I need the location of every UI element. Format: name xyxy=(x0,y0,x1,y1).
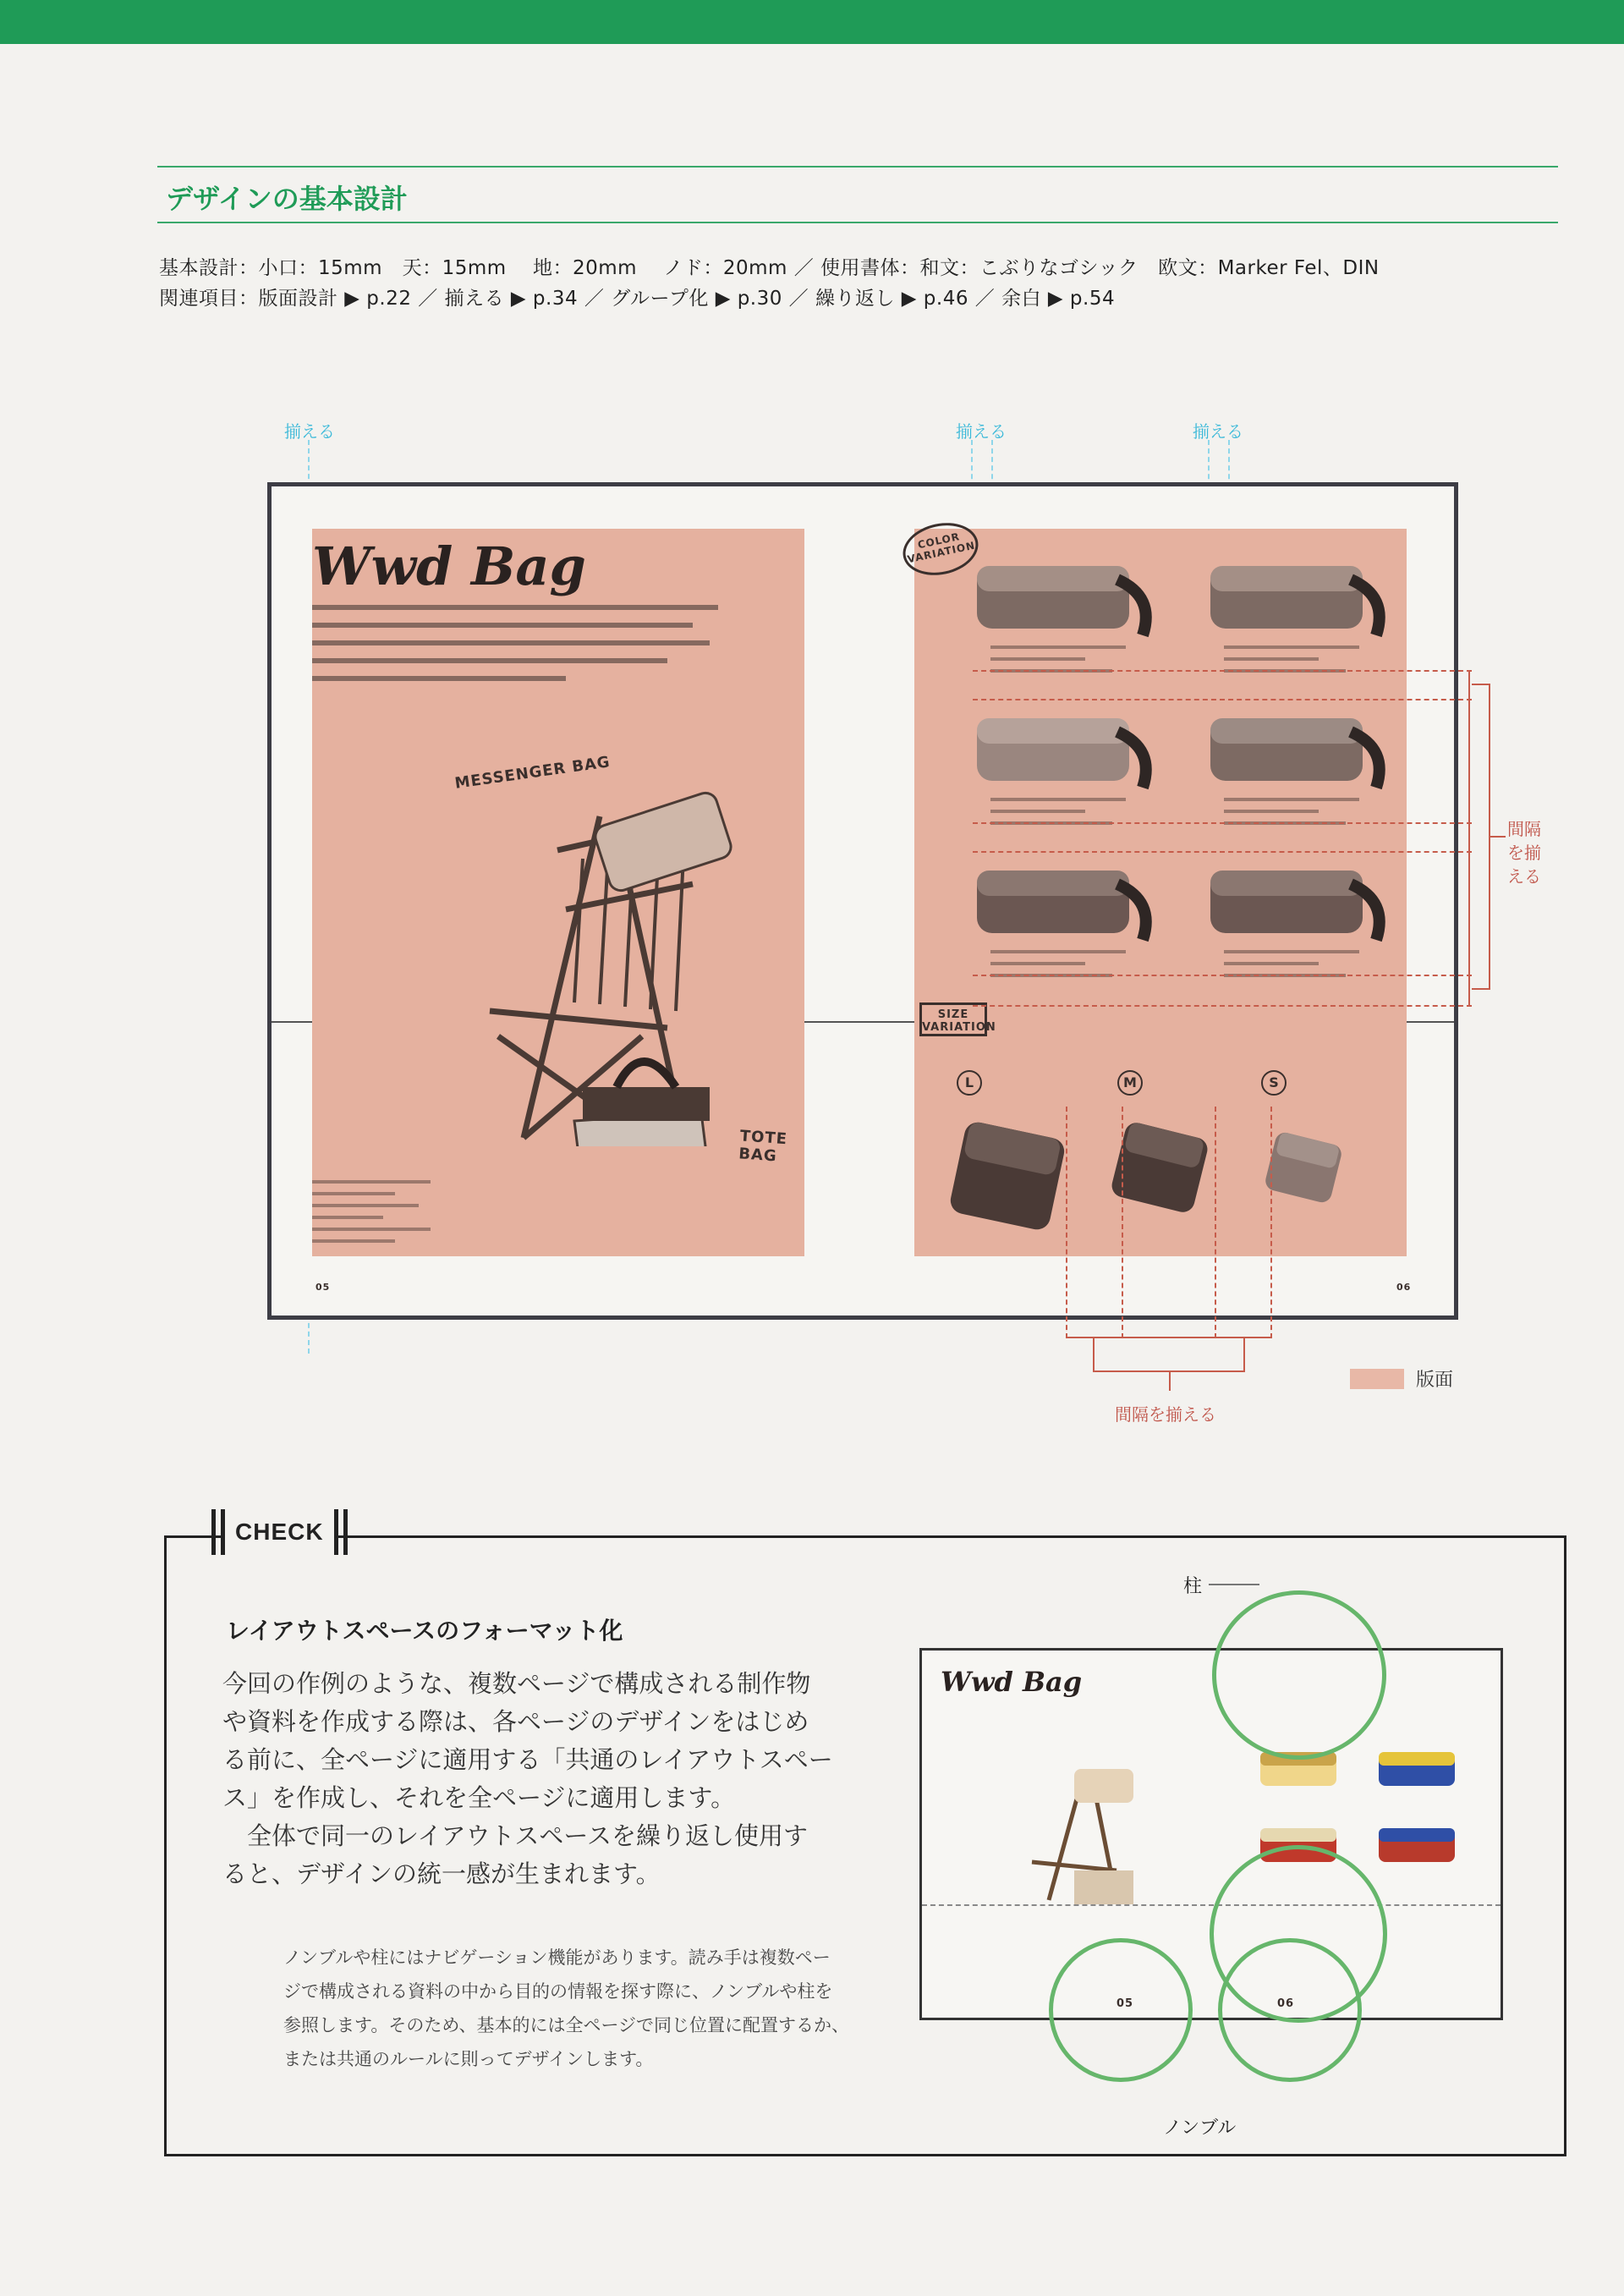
check-box xyxy=(164,1519,1566,2156)
callout-line xyxy=(1209,1584,1259,1585)
check-label: CHECK xyxy=(221,1509,338,1555)
check-body-line: 全体で同一のレイアウトスペースを繰り返し使用す xyxy=(222,1821,808,1850)
check-note-line: 参照します。そのため、基本的には全ページで同じ位置に配置するか、 xyxy=(283,2015,850,2035)
bag-photo xyxy=(974,554,1160,642)
bag-photo xyxy=(974,859,1160,947)
align-label-mid: 揃える xyxy=(956,421,1007,442)
bag-size-s xyxy=(1261,1121,1354,1217)
page-number-left: 05 xyxy=(315,1282,331,1293)
tote-bag-tag: TOTE BAG xyxy=(738,1127,788,1166)
spacing-guide xyxy=(973,699,1472,700)
mini-page-number-right: 06 xyxy=(1277,1997,1295,2010)
page-title: Wwd Bag xyxy=(312,536,586,597)
caption-lines xyxy=(990,645,1126,681)
legend-label: 版面 xyxy=(1416,1370,1454,1391)
size-dot-m: M xyxy=(1117,1070,1143,1096)
caption-lines xyxy=(1224,798,1359,833)
size-dot-l: L xyxy=(957,1070,982,1096)
bracket-tick xyxy=(1490,836,1506,838)
check-note-line: または共通のルールに則ってデザインします。 xyxy=(283,2049,654,2069)
color-variation-tag: COLOR VARIATION xyxy=(898,516,984,581)
caption-lines xyxy=(990,798,1126,833)
size-variation-tag: SIZE VARIATION xyxy=(919,1002,987,1036)
spacing-guide xyxy=(973,670,1472,672)
callout-circle-folio-right xyxy=(1218,1938,1362,2082)
spacing-guide xyxy=(1122,1107,1123,1338)
spacing-bracket xyxy=(1472,684,1490,990)
spacing-bracket xyxy=(1093,1338,1245,1372)
spacing-guide xyxy=(1270,1107,1272,1338)
folio-label: ノンブル xyxy=(1163,2117,1237,2139)
mini-spread xyxy=(919,1648,1503,2020)
messenger-bag-tag: MESSENGER BAG xyxy=(453,753,612,793)
spacing-guide xyxy=(1215,1107,1216,1338)
spacing-guide xyxy=(973,822,1472,824)
spacing-guide xyxy=(973,1005,1472,1007)
running-head-label: 柱 xyxy=(1183,1576,1203,1597)
type-area-right xyxy=(906,529,1407,1256)
mini-page-number-left: 05 xyxy=(1116,1997,1134,2010)
section-title-rule xyxy=(157,166,1558,223)
mini-chair xyxy=(1023,1760,1142,1904)
check-body-line: る前に、全ページに適用する「共通のレイアウトスペー xyxy=(222,1745,833,1774)
related-items: 関連項目：版面設計 ▶ p.22 ／ 揃える ▶ p.34 ／ グループ化 ▶ p.30 ／ 繰り返し ▶ p.46 ／ 余白 ▶ p.54 xyxy=(159,288,1116,310)
caption-lines xyxy=(1224,950,1359,986)
mini-fold-line xyxy=(922,1904,1501,1906)
legend-swatch xyxy=(1350,1369,1404,1389)
caption-lines xyxy=(990,950,1126,986)
check-body-line: ると、デザインの統一感が生まれます。 xyxy=(222,1859,661,1888)
page-number-right: 06 xyxy=(1396,1282,1412,1293)
chair-photo xyxy=(473,783,743,1146)
bag-photo xyxy=(1207,859,1393,947)
check-note-line: ジで構成される資料の中から目的の情報を探す際に、ノンブルや柱を xyxy=(283,1981,833,2002)
align-label-left: 揃える xyxy=(284,421,335,442)
check-note-line: ノンブルや柱にはナビゲーション機能があります。読み手は複数ペー xyxy=(283,1947,831,1968)
caption-lines xyxy=(312,1180,431,1251)
spacing-label-right: 間隔を揃える xyxy=(1507,819,1541,887)
bag-photo xyxy=(974,706,1160,794)
callout-circle-folio-left xyxy=(1049,1938,1193,2082)
check-body-line: ス」を作成し、それを全ページに適用します。 xyxy=(222,1783,736,1812)
spacing-measure xyxy=(1468,670,1470,1005)
type-area-left xyxy=(312,529,804,1256)
mini-title: Wwd Bag xyxy=(941,1666,1083,1698)
align-label-right: 揃える xyxy=(1193,421,1243,442)
top-color-band xyxy=(0,0,1624,44)
bracket-tick xyxy=(1169,1372,1171,1391)
check-body-line: や資料を作成する際は、各ページのデザインをはじめ xyxy=(222,1707,809,1736)
spacing-label-bottom: 間隔を揃える xyxy=(1115,1404,1216,1425)
bag-size-m xyxy=(1109,1112,1219,1226)
bag-photo xyxy=(1207,706,1393,794)
zoom-circle-running-head xyxy=(1212,1590,1386,1760)
page-spread xyxy=(267,482,1458,1320)
section-title: デザインの基本設計 xyxy=(166,183,408,215)
spacing-guide xyxy=(973,975,1472,976)
intro-text-lines xyxy=(312,605,735,694)
size-dot-s: S xyxy=(1261,1070,1287,1096)
check-heading: レイアウトスペースのフォーマット化 xyxy=(226,1617,623,1645)
caption-lines xyxy=(1224,645,1359,681)
spacing-guide xyxy=(1066,1107,1067,1338)
bag-photo xyxy=(1207,554,1393,642)
bag-size-l xyxy=(948,1112,1075,1243)
check-body-line: 今回の作例のような、複数ページで構成される制作物 xyxy=(222,1669,811,1698)
check-note xyxy=(283,1941,892,2076)
check-body xyxy=(222,1665,865,1893)
spacing-guide xyxy=(973,851,1472,853)
basic-design-spec: 基本設計：小口：15mm 天：15mm 地：20mm ノド：20mm ／ 使用書体：和文：こぶりなゴシック 欧文：Marker Fel、DIN xyxy=(159,257,1380,279)
